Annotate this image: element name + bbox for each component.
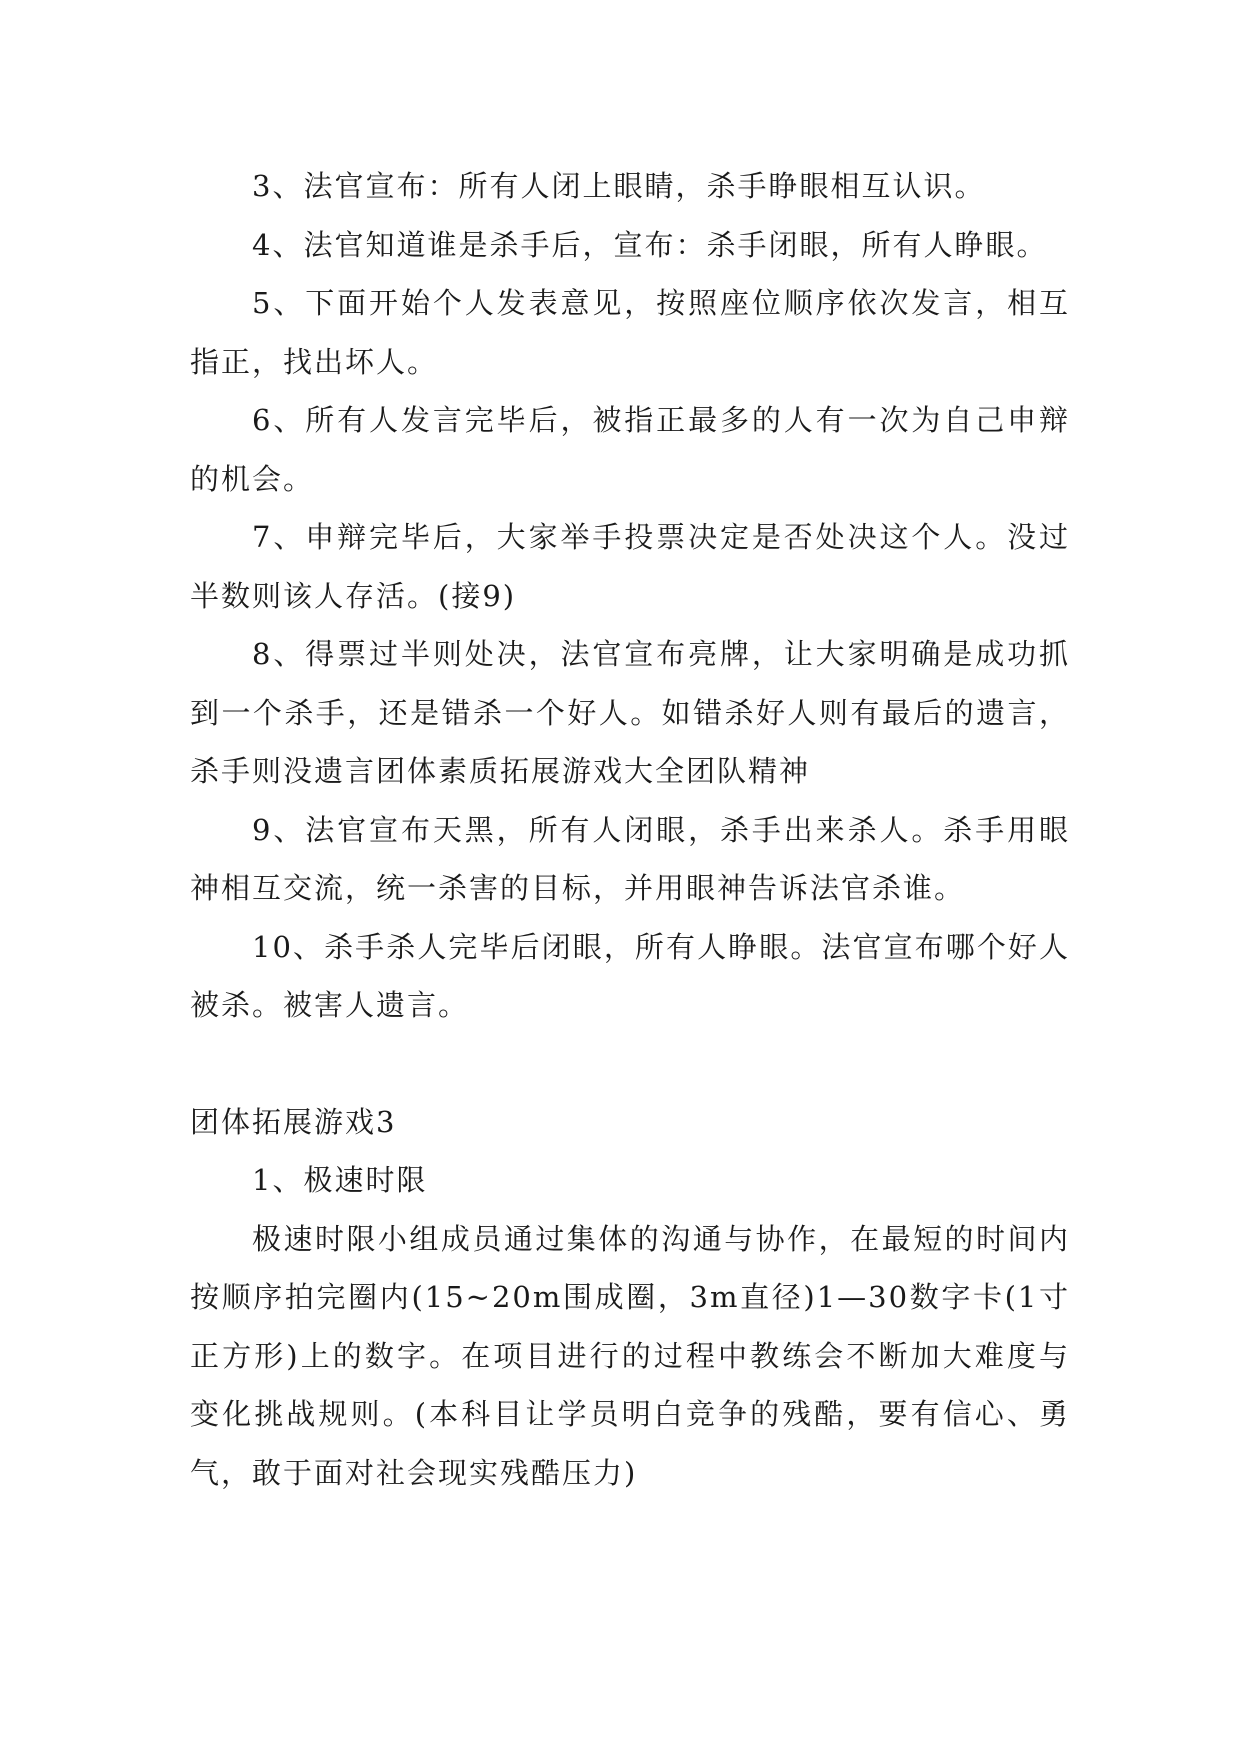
document-body — [190, 157, 1070, 1502]
paragraph-game-title: 1、极速时限 — [252, 1163, 428, 1197]
paragraph-step-6: 6、所有人发言完毕后，被指正最多的人有一次为自己申辩的机会。 — [190, 403, 1070, 496]
paragraph-step-7: 7、申辩完毕后，大家举手投票决定是否处决这个人。没过半数则该人存活。(接9) — [190, 520, 1070, 613]
section-heading: 团体拓展游戏3 — [190, 1104, 397, 1139]
paragraph-step-5: 5、下面开始个人发表意见，按照座位顺序依次发言，相互指正，找出坏人。 — [190, 286, 1070, 379]
paragraph-step-8: 8、得票过半则处决，法官宣布亮牌，让大家明确是成功抓到一个杀手，还是错杀一个好人。如错杀好人则有最后的遗言，杀手则没遗言团体素质拓展游戏大全团队精神 — [190, 637, 1070, 788]
paragraph-step-9: 9、法官宣布天黑，所有人闭眼，杀手出来杀人。杀手用眼神相互交流，统一杀害的目标，并用眼神告诉法官杀谁。 — [190, 812, 1070, 905]
paragraph-step-10: 10、杀手杀人完毕后闭眼，所有人睁眼。法官宣布哪个好人被杀。被害人遗言。 — [190, 929, 1070, 1022]
paragraph-game-description: 极速时限小组成员通过集体的沟通与协作，在最短的时间内按顺序拍完圈内(15~20m围成圈，3m直径)1—30数字卡(1寸正方形)上的数字。在项目进行的过程中教练会不断加大难度与变化挑战规则。(本科目让学员明白竞争的残酷，要有信心、勇气，敢于面对社会现实残酷压力) — [190, 1221, 1070, 1490]
paragraph-step-3: 3、法官宣布：所有人闭上眼睛，杀手睁眼相互认识。 — [252, 169, 986, 203]
paragraph-step-4: 4、法官知道谁是杀手后，宣布：杀手闭眼，所有人睁眼。 — [252, 227, 1048, 262]
